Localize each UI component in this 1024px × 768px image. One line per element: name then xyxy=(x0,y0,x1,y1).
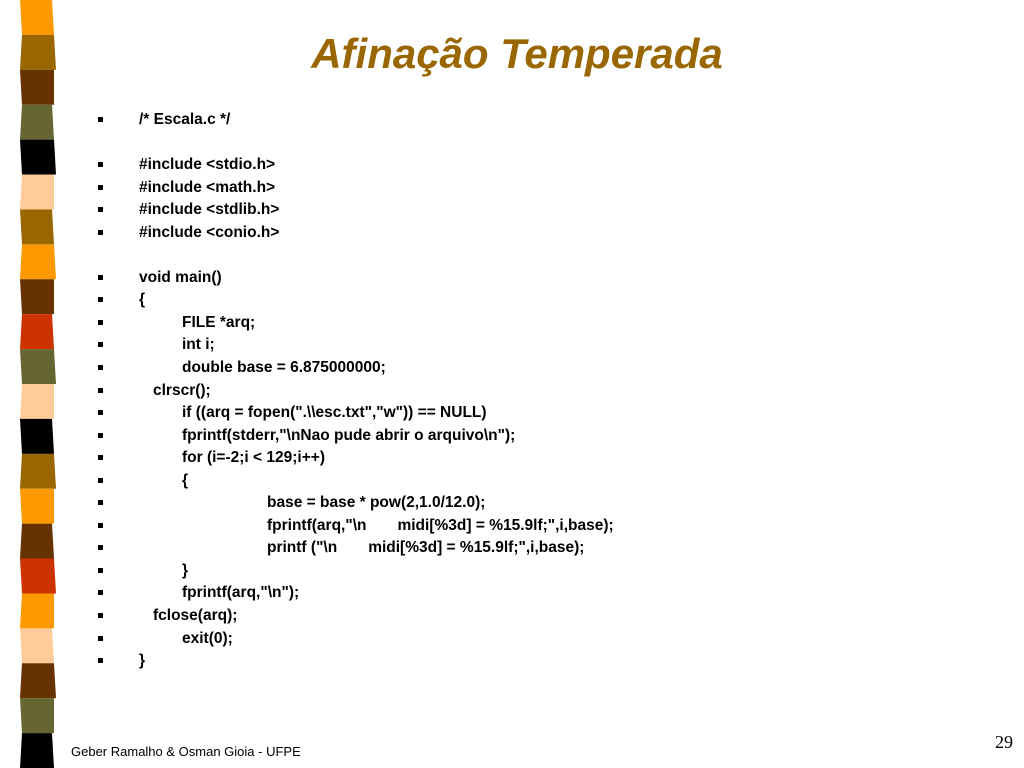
square-bullet-icon xyxy=(98,433,103,438)
stripe-block xyxy=(20,628,54,663)
stripe-block xyxy=(20,454,56,489)
code-text: fprintf(stderr,"\nNao pude abrir o arquivo\n"); xyxy=(182,426,516,444)
code-text: for (i=-2;i < 129;i++) xyxy=(182,449,325,467)
code-text: fprintf(arq,"\n midi[%3d] = %15.9lf;",i,base); xyxy=(267,516,614,534)
stripe-block xyxy=(20,593,54,628)
square-bullet-icon xyxy=(98,162,103,167)
stripe-block xyxy=(20,489,54,524)
stripe-block xyxy=(20,663,56,698)
square-bullet-icon xyxy=(98,410,103,415)
code-text: void main() xyxy=(139,268,222,286)
code-text: } xyxy=(182,561,189,579)
page-number: 29 xyxy=(995,732,1013,752)
stripe-block xyxy=(20,105,54,140)
square-bullet-icon xyxy=(98,478,103,483)
square-bullet-icon xyxy=(98,297,103,302)
square-bullet-icon xyxy=(98,613,103,618)
decorative-stripe xyxy=(0,0,70,768)
square-bullet-icon xyxy=(98,117,103,122)
square-bullet-icon xyxy=(98,275,103,280)
stripe-block xyxy=(20,384,54,419)
code-text: printf ("\n midi[%3d] = %15.9lf;",i,base); xyxy=(267,539,585,557)
code-text: /* Escala.c */ xyxy=(139,111,231,128)
code-text: { xyxy=(182,471,189,489)
code-text: #include <stdlib.h> xyxy=(139,201,280,219)
square-bullet-icon xyxy=(98,365,103,370)
square-bullet-icon xyxy=(98,388,103,393)
code-text: int i; xyxy=(182,336,215,354)
stripe-block xyxy=(20,349,56,384)
code-text: double base = 6.875000000; xyxy=(182,359,386,377)
square-bullet-icon xyxy=(98,500,103,505)
code-text: } xyxy=(139,652,146,670)
square-bullet-icon xyxy=(98,455,103,460)
code-text: clrscr(); xyxy=(153,381,211,399)
square-bullet-icon xyxy=(98,207,103,212)
code-text: fclose(arq); xyxy=(153,607,238,625)
square-bullet-icon xyxy=(98,636,103,641)
code-text: #include <math.h> xyxy=(139,178,276,196)
stripe-block xyxy=(20,314,54,349)
stripe-block xyxy=(20,733,54,768)
code-text: if ((arq = fopen(".\\esc.txt","w")) == NULL) xyxy=(182,404,487,422)
code-text: FILE *arq; xyxy=(182,313,256,331)
slide-title: Afinação Temperada xyxy=(311,30,723,77)
code-text: { xyxy=(139,291,146,309)
square-bullet-icon xyxy=(98,590,103,595)
stripe-block xyxy=(20,698,54,733)
code-text: #include <stdio.h> xyxy=(139,156,276,174)
square-bullet-icon xyxy=(98,185,103,190)
square-bullet-icon xyxy=(98,342,103,347)
square-bullet-icon xyxy=(98,568,103,573)
square-bullet-icon xyxy=(98,230,103,235)
square-bullet-icon xyxy=(98,658,103,663)
code-text: exit(0); xyxy=(182,629,233,647)
stripe-block xyxy=(20,279,54,314)
code-text: base = base * pow(2,1.0/12.0); xyxy=(267,494,486,512)
square-bullet-icon xyxy=(98,320,103,325)
stripe-block xyxy=(20,209,54,244)
stripe-block xyxy=(20,140,56,175)
square-bullet-icon xyxy=(98,523,103,528)
stripe-block xyxy=(20,419,54,454)
footer-credits: Geber Ramalho & Osman Gioia - UFPE xyxy=(71,744,301,759)
code-text: fprintf(arq,"\n"); xyxy=(182,584,300,602)
stripe-block xyxy=(20,559,56,594)
square-bullet-icon xyxy=(98,545,103,550)
stripe-block xyxy=(20,244,56,279)
stripe-block xyxy=(20,524,54,559)
stripe-block xyxy=(20,175,54,210)
code-text: #include <conio.h> xyxy=(139,223,280,241)
